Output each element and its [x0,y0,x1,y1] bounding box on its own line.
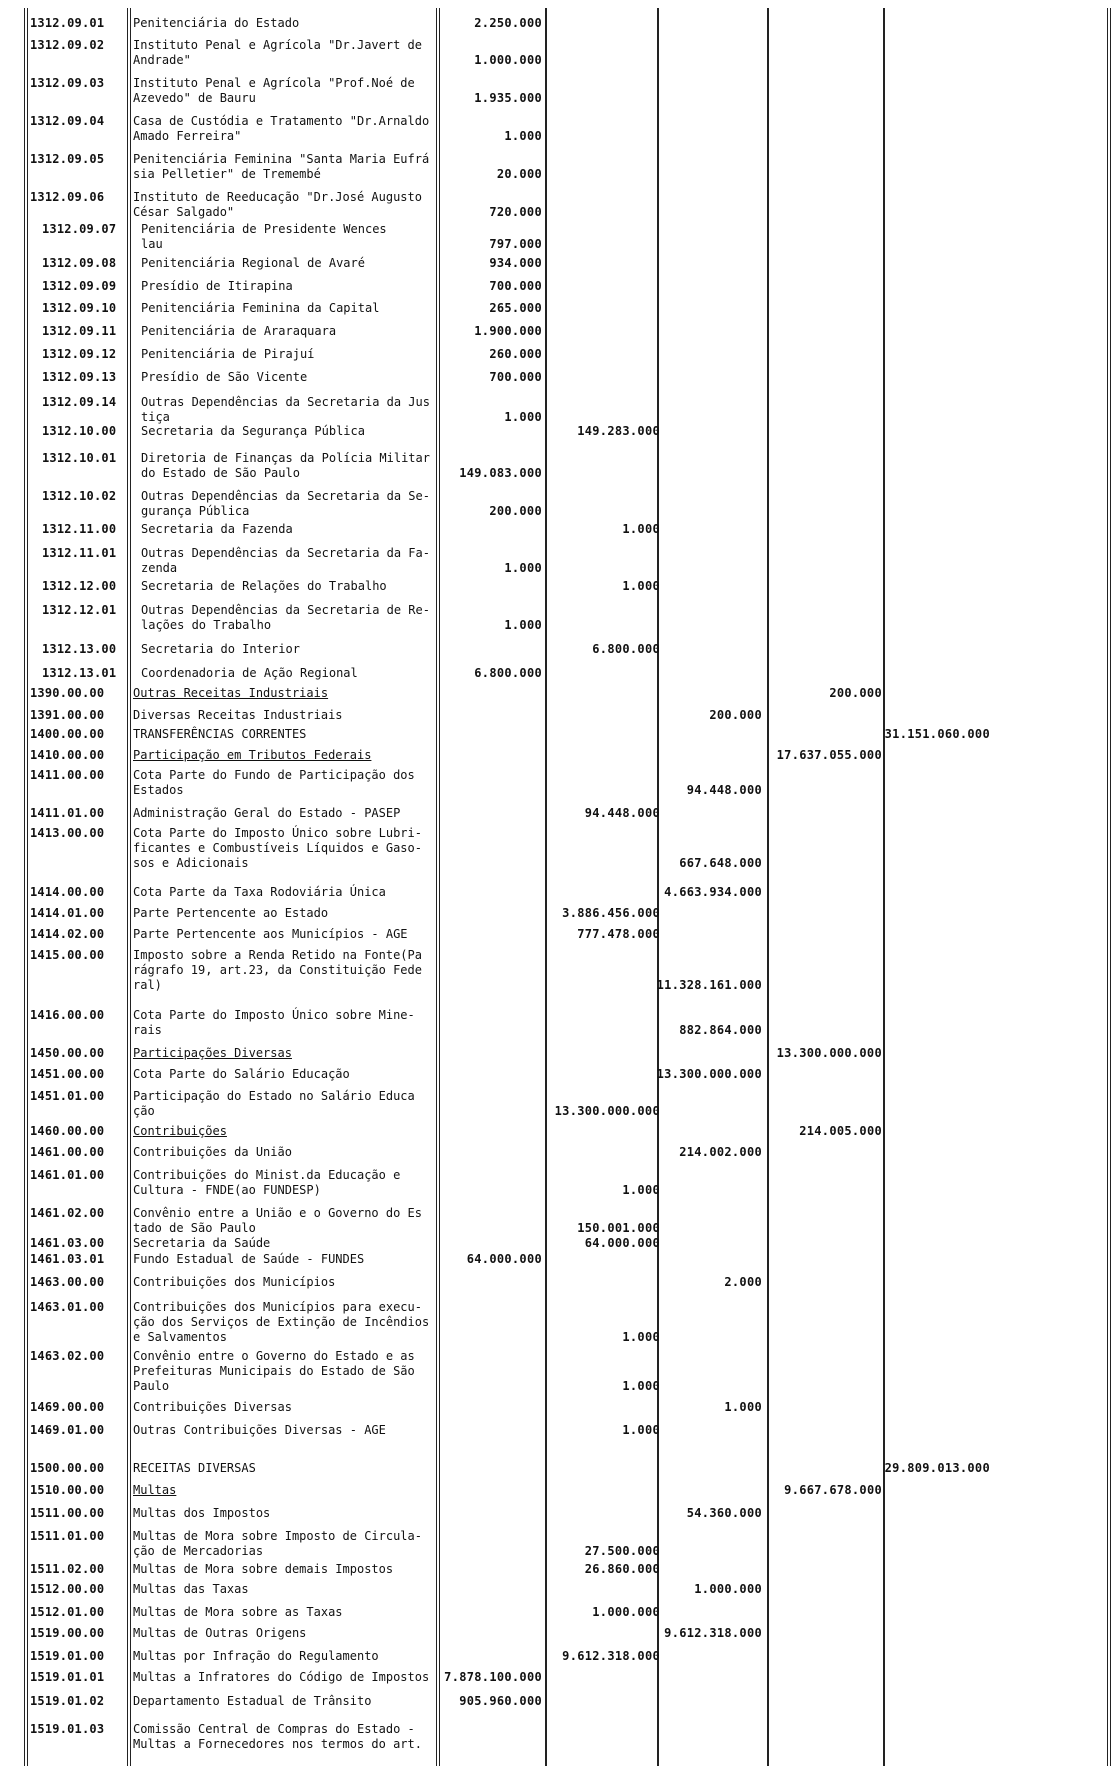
amount-col-2: 1.000 [622,1183,660,1197]
account-code: 1519.00.00 [30,1626,105,1640]
amount-col-2: 1.000 [622,579,660,593]
amount-col-2: 9.612.318.000 [562,1649,660,1663]
account-code: 1312.09.13 [42,370,117,384]
account-description: Secretaria de Relações do Trabalho [141,579,387,593]
account-description: Penitenciária Feminina "Santa Maria Eufrá sia Pelletier" de Tremembé [133,152,430,181]
account-description: RECEITAS DIVERSAS [133,1461,256,1475]
account-code: 1312.11.00 [42,522,117,536]
account-description: Outras Dependências da Secretaria da Se- gurança Pública [141,489,430,518]
account-description: Presídio de Itirapina [141,279,293,293]
amount-col-3: 667.648.000 [679,856,762,870]
account-code: 1463.02.00 [30,1349,105,1363]
account-description: Comissão Central de Compras do Estado - Multas a Fornecedores nos termos do art. [133,1722,422,1751]
amount-col-2: 3.886.456.000 [562,906,660,920]
account-description: Multas a Infratores do Código de Impostos [133,1670,430,1684]
account-description: Secretaria da Segurança Pública [141,424,365,438]
account-code: 1463.01.00 [30,1300,105,1314]
account-code: 1413.00.00 [30,826,105,840]
rule-col4-col5 [883,8,885,1766]
account-code: 1519.01.00 [30,1649,105,1663]
account-code: 1312.09.09 [42,279,117,293]
account-code: 1312.09.04 [30,114,105,128]
account-code: 1312.09.05 [30,152,105,166]
account-description: Participação em Tributos Federais [133,748,372,762]
account-description: Instituto Penal e Agrícola "Prof.Noé de Azevedo" de Bauru [133,76,415,105]
account-description: Contribuições dos Municípios [133,1275,336,1289]
account-description: Secretaria do Interior [141,642,300,656]
account-description: Outras Dependências da Secretaria de Re- lações do Trabalho [141,603,430,632]
amount-col-1: 1.900.000 [474,324,542,338]
account-code: 1416.00.00 [30,1008,105,1022]
account-description: TRANSFERÊNCIAS CORRENTES [133,727,307,741]
account-description: Participações Diversas [133,1046,292,1060]
account-code: 1312.13.00 [42,642,117,656]
amount-col-3: 200.000 [709,708,762,722]
amount-col-1: 149.083.000 [459,466,542,480]
account-code: 1469.00.00 [30,1400,105,1414]
account-description: Parte Pertencente ao Estado [133,906,329,920]
account-code: 1461.03.01 [30,1252,105,1266]
account-description: Instituto de Reeducação "Dr.José Augusto César Salgado" [133,190,422,219]
account-description: Multas de Mora sobre demais Impostos [133,1562,394,1576]
amount-col-1: 20.000 [496,167,542,181]
account-description: Contribuições do Minist.da Educação e Cultura - FNDE(ao FUNDESP) [133,1168,401,1197]
amount-col-2: 1.000.000 [592,1605,660,1619]
account-code: 1510.00.00 [30,1483,105,1497]
account-description: Penitenciária de Pirajuí [141,347,315,361]
amount-col-4: 9.667.678.000 [784,1483,882,1497]
amount-col-3: 214.002.000 [679,1145,762,1159]
account-code: 1512.01.00 [30,1605,105,1619]
amount-col-3: 94.448.000 [686,783,762,797]
account-description: Contribuições da União [133,1145,292,1159]
account-code: 1461.03.00 [30,1236,105,1250]
account-description: Casa de Custódia e Tratamento "Dr.Arnaldo Amado Ferreira" [133,114,430,143]
account-code: 1469.01.00 [30,1423,105,1437]
amount-col-1: 1.935.000 [474,91,542,105]
amount-col-1: 797.000 [489,237,542,251]
account-description: Cota Parte do Fundo de Participação dos Estados [133,768,415,797]
account-description: Outras Dependências da Secretaria da Fa- zenda [141,546,430,575]
account-code: 1312.09.11 [42,324,117,338]
amount-col-4: 17.637.055.000 [776,748,882,762]
account-code: 1461.02.00 [30,1206,105,1220]
account-code: 1312.09.06 [30,190,105,204]
account-description: Outras Receitas Industriais [133,686,329,700]
account-code: 1312.13.01 [42,666,117,680]
account-description: Multas de Mora sobre Imposto de Circula- ção de Mercadorias [133,1529,422,1558]
account-code: 1312.09.02 [30,38,105,52]
account-description: Penitenciária do Estado [133,16,300,30]
account-code: 1312.12.00 [42,579,117,593]
amount-col-3: 9.612.318.000 [664,1626,762,1640]
amount-col-2: 1.000 [622,1330,660,1344]
account-description: Presídio de São Vicente [141,370,308,384]
account-code: 1312.09.14 [42,395,117,409]
amount-col-3: 882.864.000 [679,1023,762,1037]
amount-col-3: 2.000 [724,1275,762,1289]
account-description: Departamento Estadual de Trânsito [133,1694,372,1708]
account-code: 1511.01.00 [30,1529,105,1543]
account-description: Contribuições Diversas [133,1400,292,1414]
amount-col-1: 1.000.000 [474,53,542,67]
amount-col-2: 26.860.000 [584,1562,660,1576]
account-code: 1312.11.01 [42,546,117,560]
account-code: 1312.09.10 [42,301,117,315]
amount-col-2: 777.478.000 [577,927,660,941]
amount-col-4: 13.300.000.000 [776,1046,882,1060]
amount-col-1: 64.000.000 [466,1252,542,1266]
account-code: 1460.00.00 [30,1124,105,1138]
amount-col-1: 905.960.000 [459,1694,542,1708]
account-code: 1411.00.00 [30,768,105,782]
amount-col-3: 1.000 [724,1400,762,1414]
rule-col1-col2 [545,8,547,1766]
account-code: 1414.01.00 [30,906,105,920]
account-code: 1411.01.00 [30,806,105,820]
account-description: Coordenadoria de Ação Regional [141,666,358,680]
amount-col-1: 1.000 [504,618,542,632]
account-description: Parte Pertencente aos Municípios - AGE [133,927,408,941]
amount-col-3: 11.328.161.000 [656,978,762,992]
rule-left-margin [24,8,28,1766]
account-description: Cota Parte do Imposto Único sobre Mine- rais [133,1008,415,1037]
rule-right-margin [1107,8,1111,1766]
amount-col-3: 4.663.934.000 [664,885,762,899]
amount-col-4: 200.000 [829,686,882,700]
account-description: Instituto Penal e Agrícola "Dr.Javert de Andrade" [133,38,422,67]
account-code: 1312.10.00 [42,424,117,438]
account-description: Diversas Receitas Industriais [133,708,343,722]
account-description: Secretaria da Fazenda [141,522,293,536]
account-code: 1312.09.03 [30,76,105,90]
amount-col-1: 1.000 [504,129,542,143]
amount-col-2: 1.000 [622,522,660,536]
amount-col-1: 1.000 [504,410,542,424]
account-description: Fundo Estadual de Saúde - FUNDES [133,1252,365,1266]
account-description: Convênio entre o Governo do Estado e as Prefeituras Municipais do Estado de São Paulo [133,1349,415,1393]
amount-col-2: 27.500.000 [584,1544,660,1558]
account-description: Multas das Taxas [133,1582,249,1596]
account-code: 1410.00.00 [30,748,105,762]
amount-col-2: 149.283.000 [577,424,660,438]
account-code: 1463.00.00 [30,1275,105,1289]
account-description: Penitenciária Regional de Avaré [141,256,365,270]
amount-col-2: 1.000 [622,1379,660,1393]
account-code: 1519.01.01 [30,1670,105,1684]
account-code: 1451.00.00 [30,1067,105,1081]
amount-col-5: 29.809.013.000 [884,1461,990,1475]
account-code: 1461.00.00 [30,1145,105,1159]
account-code: 1461.01.00 [30,1168,105,1182]
account-description: Penitenciária de Araraquara [141,324,337,338]
amount-col-3: 13.300.000.000 [656,1067,762,1081]
rule-col3-col4 [767,8,769,1766]
account-code: 1391.00.00 [30,708,105,722]
amount-col-1: 2.250.000 [474,16,542,30]
amount-col-2: 94.448.000 [584,806,660,820]
account-code: 1312.12.01 [42,603,117,617]
account-code: 1390.00.00 [30,686,105,700]
account-code: 1511.00.00 [30,1506,105,1520]
account-description: Secretaria da Saúde [133,1236,271,1250]
account-code: 1312.10.01 [42,451,117,465]
account-description: Imposto sobre a Renda Retido na Fonte(Pa rágrafo 19, art.23, da Constituição Fede ral) [133,948,422,992]
account-description: Cota Parte do Salário Educação [133,1067,350,1081]
account-code: 1312.09.12 [42,347,117,361]
amount-col-1: 720.000 [489,205,542,219]
amount-col-4: 214.005.000 [799,1124,882,1138]
account-code: 1511.02.00 [30,1562,105,1576]
account-code: 1400.00.00 [30,727,105,741]
account-description: Multas dos Impostos [133,1506,271,1520]
amount-col-1: 700.000 [489,370,542,384]
amount-col-1: 1.000 [504,561,542,575]
account-code: 1519.01.02 [30,1694,105,1708]
account-description: Cota Parte da Taxa Rodoviária Única [133,885,386,899]
account-code: 1512.00.00 [30,1582,105,1596]
account-code: 1450.00.00 [30,1046,105,1060]
amount-col-2: 1.000 [622,1423,660,1437]
amount-col-3: 1.000.000 [694,1582,762,1596]
account-description: Diretoria de Finanças da Polícia Militar do Estado de São Paulo [141,451,430,480]
account-description: Outras Contribuições Diversas - AGE [133,1423,386,1437]
account-description: Contribuições [133,1124,227,1138]
account-code: 1312.09.07 [42,222,117,236]
account-description: Multas por Infração do Regulamento [133,1649,379,1663]
account-description: Penitenciária de Presidente Wences lau [141,222,387,251]
amount-col-2: 13.300.000.000 [554,1104,660,1118]
amount-col-1: 7.878.100.000 [444,1670,542,1684]
account-code: 1312.09.01 [30,16,105,30]
amount-col-1: 6.800.000 [474,666,542,680]
account-description: Convênio entre a União e o Governo do Es tado de São Paulo [133,1206,422,1235]
account-code: 1500.00.00 [30,1461,105,1475]
account-code: 1312.10.02 [42,489,117,503]
account-description: Multas de Mora sobre as Taxas [133,1605,343,1619]
account-description: Cota Parte do Imposto Único sobre Lubri- ficantes e Combustíveis Líquidos e Gaso- sos e Adicionais [133,826,422,870]
account-description: Multas [133,1483,177,1497]
amount-col-1: 934.000 [489,256,542,270]
account-description: Multas de Outras Origens [133,1626,307,1640]
amount-col-1: 200.000 [489,504,542,518]
account-description: Administração Geral do Estado - PASEP [133,806,401,820]
amount-col-1: 265.000 [489,301,542,315]
account-code: 1414.02.00 [30,927,105,941]
amount-col-1: 260.000 [489,347,542,361]
account-description: Penitenciária Feminina da Capital [141,301,380,315]
amount-col-2: 6.800.000 [592,642,660,656]
account-description: Outras Dependências da Secretaria da Jus tiça [141,395,430,424]
account-description: Contribuições dos Municípios para execu- ção dos Serviços de Extinção de Incêndios e Salvamentos [133,1300,430,1344]
amount-col-2: 150.001.000 [577,1221,660,1235]
account-description: Participação do Estado no Salário Educa ção [133,1089,415,1118]
account-code: 1414.00.00 [30,885,105,899]
account-code: 1312.09.08 [42,256,117,270]
account-code: 1415.00.00 [30,948,105,962]
account-code: 1451.01.00 [30,1089,105,1103]
account-code: 1519.01.03 [30,1722,105,1736]
amount-col-1: 700.000 [489,279,542,293]
amount-col-2: 64.000.000 [584,1236,660,1250]
amount-col-3: 54.360.000 [686,1506,762,1520]
amount-col-5: 31.151.060.000 [884,727,990,741]
